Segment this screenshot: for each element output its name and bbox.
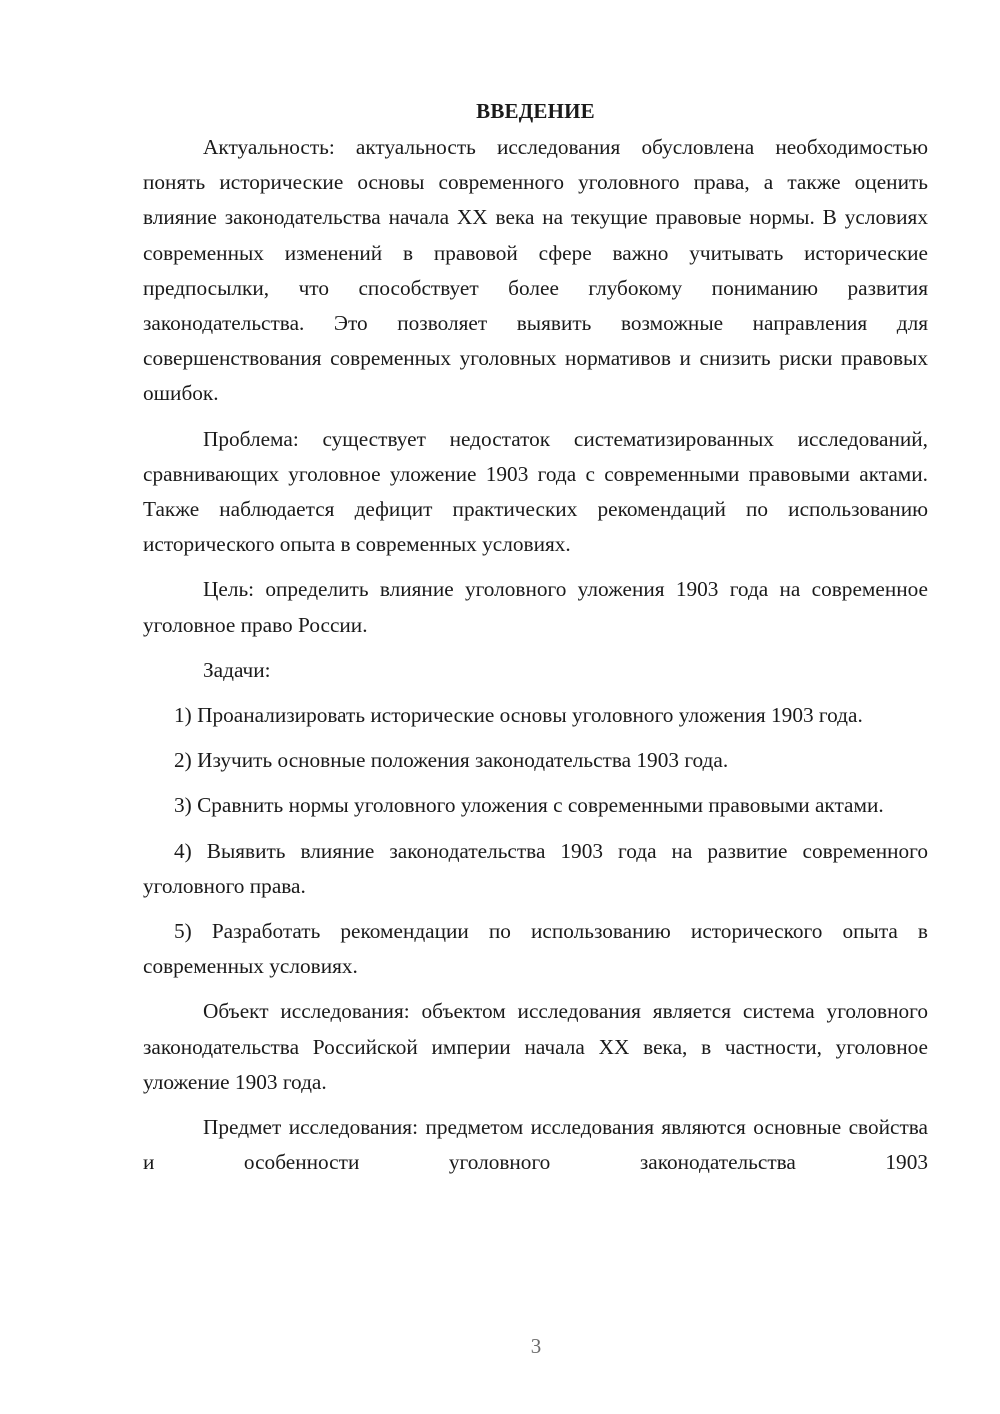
paragraph-problem: Проблема: существует недостаток систематизированных исследований, сравнивающих уголовное уложение 1903 года с современными правовыми актами. Также наблюдается дефицит практических рекомендаций по использованию исторического опыта в современных условиях. xyxy=(143,426,928,557)
paragraph-goal: Цель: определить влияние уголовного уложения 1903 года на современное уголовное право России. xyxy=(143,577,928,637)
task-item-2: 2) Изучить основные положения законодательства 1903 года. xyxy=(174,748,729,773)
page-content xyxy=(143,96,928,1190)
page-number: 3 xyxy=(530,1334,542,1358)
task-item-4: 4) Выявить влияние законодательства 1903 года на развитие современного уголовного права. xyxy=(143,838,928,898)
task-item-5: 5) Разработать рекомендации по использованию исторического опыта в современных условиях. xyxy=(143,919,928,979)
paragraph-subject: Предмет исследования: предметом исследования являются основные свойства и особенности уголовного законодательства 1903 xyxy=(143,1115,928,1175)
paragraph-relevance: Актуальность: актуальность исследования обусловлена необходимостью понять исторические основы современного уголовного права, а также оценить влияние законодательства начала XX века на текущие правовые нормы. В условиях современных изменений в правовой сфере важно учитывать исторические предпосылки, что способствует более глубокому пониманию развития законодательства. Это позволяет выявить возможные направления для совершенствования современных уголовных нормативов и снизить риски правовых ошибок. xyxy=(143,135,928,406)
task-item-3: 3) Сравнить нормы уголовного уложения с современными правовыми актами. xyxy=(174,793,884,818)
section-title: ВВЕДЕНИЕ xyxy=(476,99,595,123)
paragraph-object: Объект исследования: объектом исследования является система уголовного законодательства Российской империи начала XX века, в частности, уголовное уложение 1903 года. xyxy=(143,999,928,1094)
task-item-1: 1) Проанализировать исторические основы уголовного уложения 1903 года. xyxy=(174,703,863,728)
paragraph-tasks-heading: Задачи: xyxy=(203,657,271,682)
